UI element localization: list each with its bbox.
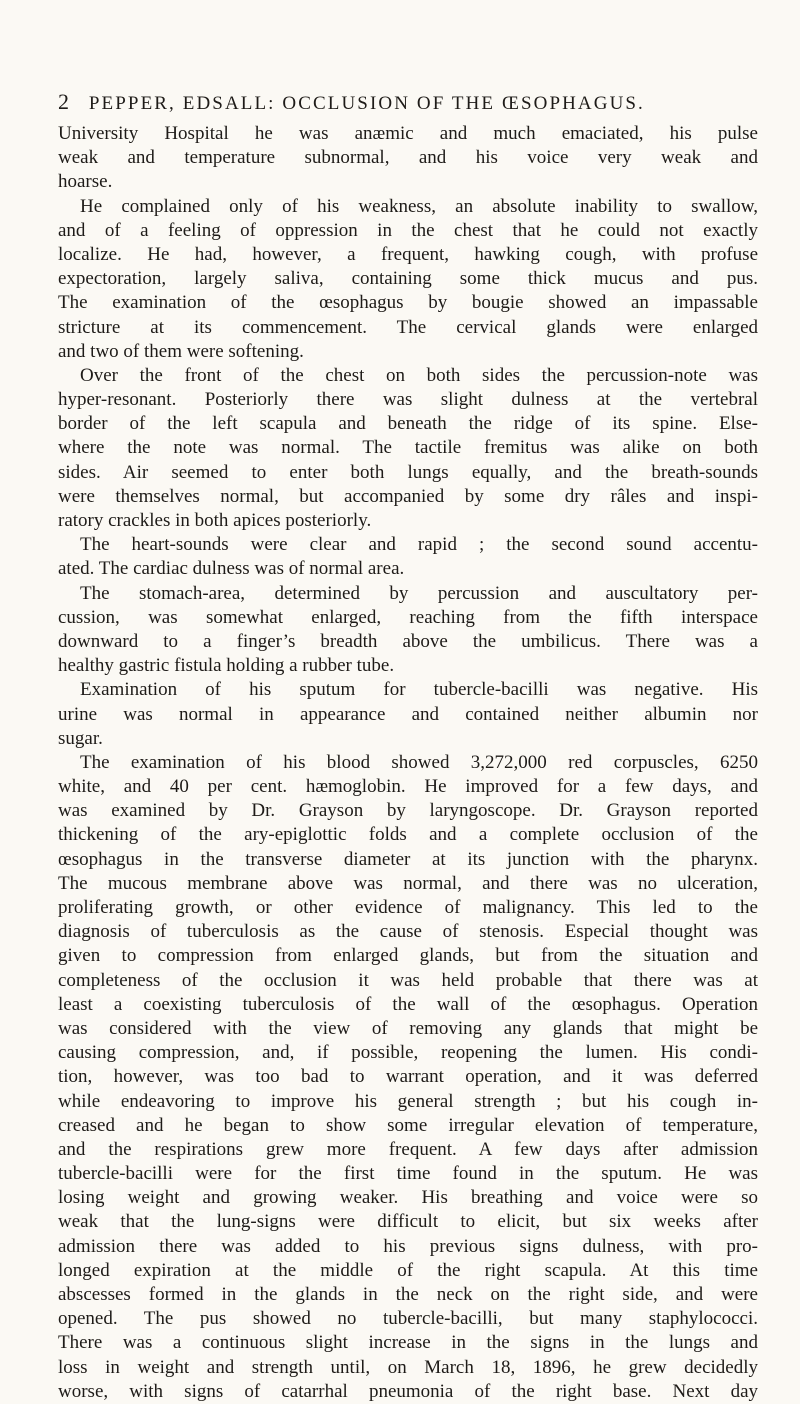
text-line: tion, however, was too bad to warrant operation, and it was deferred (58, 1066, 758, 1088)
text-line: border of the left scapula and beneath the ridge of its spine. Else- (58, 413, 758, 435)
text-line: sides. Air seemed to enter both lungs equally, and the breath-sounds (58, 461, 758, 483)
text-line: healthy gastric fistula holding a rubber tube. (58, 655, 395, 677)
text-line: opened. The pus showed no tubercle-bacilli, but many staphylococci. (58, 1308, 758, 1330)
text-line: thickening of the ary-epiglottic folds and a complete occlusion of the (58, 824, 758, 846)
text-line: diagnosis of tuberculosis as the cause of stenosis. Especial thought was (58, 921, 758, 943)
text-line: causing compression, and, if possible, reopening the lumen. His condi- (58, 1042, 758, 1064)
text-line: losing weight and growing weaker. His breathing and voice were so (58, 1187, 758, 1209)
text-line: was examined by Dr. Grayson by laryngoscope. Dr. Grayson reported (58, 800, 758, 822)
text-line: The examination of his blood showed 3,272,000 red corpuscles, 6250 (80, 751, 758, 773)
text-line: hoarse. (58, 171, 113, 193)
page-number: 2 (58, 89, 72, 114)
text-line: creased and he began to show some irregular elevation of temperature, (58, 1114, 758, 1136)
text-line: loss in weight and strength until, on March 18, 1896, he grew decidedly (58, 1356, 758, 1378)
text-line: was considered with the view of removing any glands that might be (58, 1017, 758, 1039)
text-line: stricture at its commencement. The cervical glands were enlarged (58, 316, 758, 338)
text-line: and two of them were softening. (58, 340, 304, 362)
text-line: There was a continuous slight increase in the signs in the lungs and (58, 1332, 758, 1354)
text-line: longed expiration at the middle of the right scapula. At this time (58, 1259, 758, 1281)
text-line: œsophagus in the transverse diameter at its junction with the pharynx. (58, 848, 758, 870)
text-line: and of a feeling of oppression in the chest that he could not exactly (58, 219, 758, 241)
text-line: expectoration, largely saliva, containing some thick mucus and pus. (58, 268, 758, 290)
text-line: worse, with signs of catarrhal pneumonia of the right base. Next day (58, 1380, 758, 1402)
text-line: tubercle-bacilli were for the first time found in the sputum. He was (58, 1163, 758, 1185)
text-line: urine was normal in appearance and contained neither albumin nor (58, 703, 758, 725)
running-title: PEPPER, EDSALL: OCCLUSION OF THE ŒSOPHAGUS. (88, 93, 645, 114)
text-line: while endeavoring to improve his general strength ; but his cough in- (58, 1090, 758, 1112)
text-line: were themselves normal, but accompanied by some dry râles and inspi- (58, 485, 758, 507)
text-line: He complained only of his weakness, an absolute inability to swallow, (80, 195, 758, 217)
text-line: least a coexisting tuberculosis of the wall of the œsophagus. Operation (58, 993, 758, 1015)
text-line: Over the front of the chest on both sides the percussion-note was (80, 364, 758, 386)
text-line: The heart-sounds were clear and rapid ; the second sound accentu- (80, 534, 758, 556)
text-line: cussion, was somewhat enlarged, reaching from the fifth interspace (58, 606, 758, 628)
running-head (58, 87, 758, 117)
text-line: University Hospital he was anæmic and much emaciated, his pulse (58, 123, 758, 144)
text-line: completeness of the occlusion it was held probable that there was at (58, 969, 758, 991)
text-line: weak and temperature subnormal, and his voice very weak and (58, 147, 758, 169)
text-line: given to compression from enlarged glands, but from the situation and (58, 945, 758, 967)
text-line: hyper-resonant. Posteriorly there was slight dulness at the vertebral (58, 389, 758, 411)
text-line: abscesses formed in the glands in the neck on the right side, and were (58, 1284, 758, 1305)
text-line: The examination of the œsophagus by bougie showed an impassable (58, 292, 758, 314)
text-line: proliferating growth, or other evidence of malignancy. This led to the (58, 897, 758, 918)
text-line: Examination of his sputum for tubercle-bacilli was negative. His (80, 679, 758, 701)
text-line: localize. He had, however, a frequent, hawking cough, with profuse (58, 243, 758, 265)
text-line: where the note was normal. The tactile fremitus was alike on both (58, 437, 758, 459)
text-line: downward to a finger’s breadth above the umbilicus. There was a (58, 630, 758, 652)
text-line: admission there was added to his previous signs dulness, with pro- (58, 1235, 758, 1257)
text-line: The stomach-area, determined by percussion and auscultatory per- (80, 582, 758, 604)
text-line: and the respirations grew more frequent. A few days after admission (58, 1138, 758, 1160)
text-line: sugar. (58, 727, 103, 749)
text-line: The mucous membrane above was normal, and there was no ulceration, (58, 872, 758, 894)
text-line: ated. The cardiac dulness was of normal area. (58, 558, 405, 580)
text-line: ratory crackles in both apices posteriorly. (58, 510, 372, 531)
text-line: weak that the lung-signs were difficult to elicit, but six weeks after (58, 1211, 758, 1233)
text-line: white, and 40 per cent. hæmoglobin. He improved for a few days, and (58, 776, 758, 798)
body-text (58, 122, 758, 1404)
